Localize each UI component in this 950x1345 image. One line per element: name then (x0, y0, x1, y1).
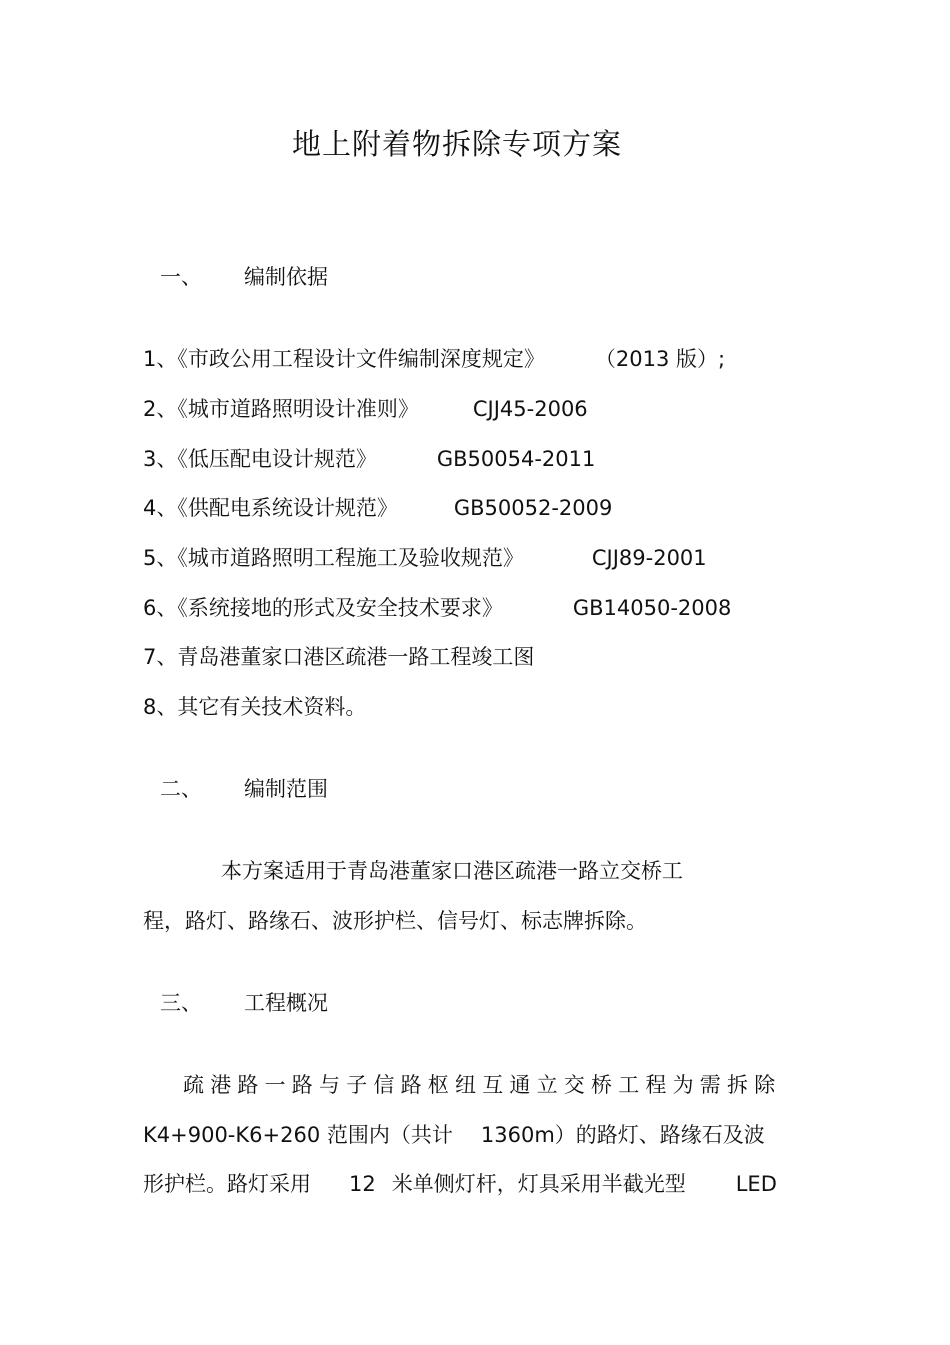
overview-text: K4+900-K6+260 范围内（共计 (143, 1123, 453, 1147)
section-heading-scope (160, 773, 328, 803)
reference-item (143, 592, 731, 622)
reference-item (143, 641, 534, 671)
reference-text: 4、《供配电系统设计规范》 (143, 496, 398, 520)
section-title: 编制范围 (244, 777, 328, 801)
overview-paragraph-line (143, 1119, 765, 1149)
overview-paragraph-line: 疏港路一路与子信路枢纽互通立交桥工程为需拆除 (183, 1073, 782, 1097)
overview-text: 1360m）的路灯、路缘石及波 (480, 1123, 765, 1147)
reference-text: 1、《市政公用工程设计文件编制深度规定》 (143, 347, 545, 371)
reference-code: GB50054-2011 (436, 447, 596, 471)
reference-item (143, 443, 595, 473)
section-title: 工程概况 (244, 991, 328, 1015)
reference-code: GB14050-2008 (572, 596, 732, 620)
section-title: 编制依据 (244, 265, 328, 289)
section-heading-overview (160, 987, 328, 1017)
reference-code: CJJ45-2006 (472, 397, 588, 421)
reference-text: 6、《系统接地的形式及安全技术要求》 (143, 596, 503, 620)
overview-paragraph-line (143, 1168, 777, 1198)
overview-text: 形护栏。路灯采用 (143, 1172, 311, 1196)
scope-paragraph-line: 本方案适用于青岛港董家口港区疏港一路立交桥工 (221, 859, 683, 883)
reference-text: 3、《低压配电设计规范》 (143, 447, 377, 471)
overview-text: 12 (349, 1172, 376, 1196)
reference-item (143, 542, 707, 572)
reference-text: 5、《城市道路照明工程施工及验收规范》 (143, 546, 524, 570)
section-number: 三、 (160, 991, 202, 1015)
overview-text: LED (735, 1172, 777, 1196)
section-number: 二、 (160, 777, 202, 801)
reference-item (143, 492, 612, 522)
section-number: 一、 (160, 265, 202, 289)
reference-item (143, 393, 588, 423)
document-title: 地上附着物拆除专项方案 (291, 127, 622, 161)
scope-paragraph-line: 程，路灯、路缘石、波形护栏、信号灯、标志牌拆除。 (143, 909, 647, 933)
reference-item (143, 343, 725, 373)
overview-text: 米单侧灯杆，灯具采用半截光型 (391, 1172, 686, 1196)
section-heading-basis (160, 261, 328, 291)
reference-text: 2、《城市道路照明设计准则》 (143, 397, 419, 421)
reference-text: 8、其它有关技术资料。 (143, 695, 367, 719)
reference-code: CJJ89-2001 (591, 546, 707, 570)
reference-item (143, 691, 366, 721)
reference-text: 7、青岛港董家口港区疏港一路工程竣工图 (143, 645, 535, 669)
reference-code: （2013 版）; (594, 347, 726, 371)
reference-code: GB50052-2009 (453, 496, 613, 520)
